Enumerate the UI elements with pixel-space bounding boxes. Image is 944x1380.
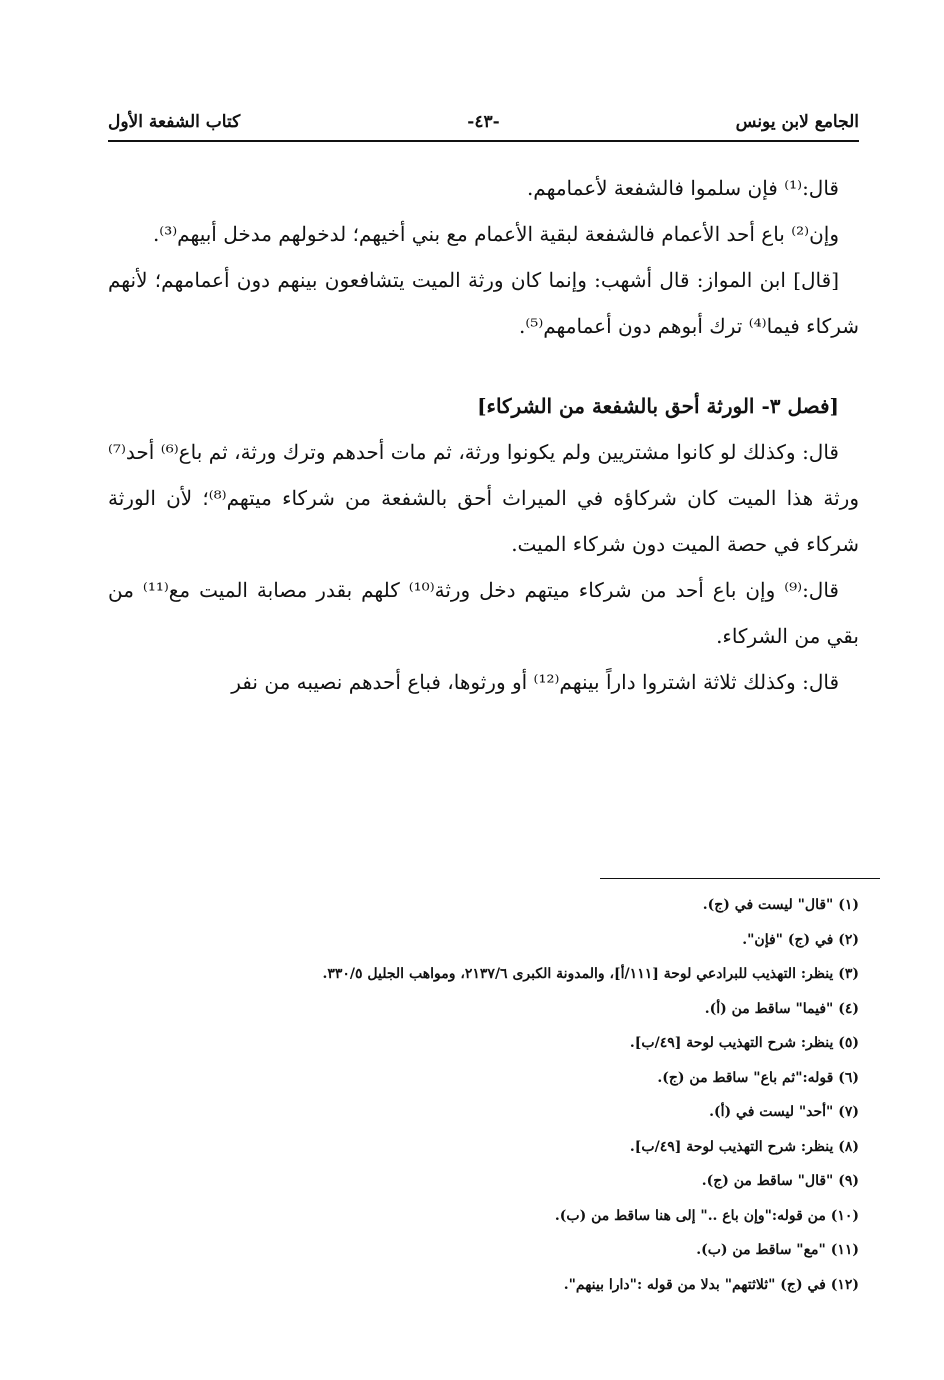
page-number: -٤٣- (467, 112, 500, 132)
footnote: (٥) ينظر: شرح التهذيب لوحة [٤٩/ب]. (629, 1035, 859, 1051)
footnote: (١١) "مع" ساقط من (ب). (696, 1242, 859, 1258)
footnote: (١) "قال" ليست في (ج). (702, 897, 859, 913)
footnote: (٣) ينظر: التهذيب للبرادعي لوحة [١١١/أ]، والمدونة الكبرى ٢١٣٧/٦، ومواهب الجليل ٣٣٠/٥. (322, 966, 859, 982)
footnote: (٦) قوله:"ثم باع" ساقط من (ج). (657, 1069, 859, 1086)
header-chapter-title: كتاب الشفعة الأول (108, 112, 241, 132)
paragraph: قال: وكذلك ثلاثة اشتروا داراً بينهم⁽¹²⁾ أو ورثوها، فباع أحدهم نصيبه من نفر (231, 670, 839, 694)
running-header (108, 112, 859, 142)
paragraph: [قال] ابن المواز: قال أشهب: وإنما كان ورثة الميت يتشافعون بينهم دون أعمامهم؛ لأنهم شركاء فيما⁽⁴⁾ ترك أبوهم دون أعمامهم⁽⁵⁾. (108, 268, 859, 338)
footnote: (١٢) في (ج) "ثلاثتهم" بدلا من قوله :"دارا بينهم". (563, 1276, 859, 1293)
footnote: (٤) "فيما" ساقط من (أ). (704, 1000, 859, 1017)
paragraph: قال: وكذلك لو كانوا مشتريين ولم يكونوا ورثة، ثم مات أحدهم وترك ورثة، ثم باع⁽⁶⁾ أحد⁽⁷⁾ ورثة هذا الميت كان شركاؤه في الميراث أحق بالشفعة من شركاء ميتهم⁽⁸⁾؛ لأن الورثة شركاء في حصة الميت دون شركاء الميت. (108, 440, 859, 556)
paragraph: قال:⁽⁹⁾ وإن باع أحد من شركاء ميتهم دخل ورثة⁽¹⁰⁾ كلهم بقدر مصابة الميت مع⁽¹¹⁾ من بقي من الشركاء. (108, 578, 859, 648)
paragraph: قال:⁽¹⁾ فإن سلموا فالشفعة لأعمامهم. (526, 176, 839, 200)
footnote: (٩) "قال" ساقط من (ج). (701, 1173, 859, 1189)
header-rule (108, 140, 859, 142)
main-text (108, 165, 859, 705)
footnote: (٢) في (ج) "فإن". (742, 931, 859, 948)
footnote: (١٠) من قوله:"وإن باع .." إلى هنا ساقط من (ب). (554, 1207, 859, 1224)
section-heading: [فصل ٣- الورثة أحق بالشفعة من الشركاء] (477, 394, 839, 418)
footnote-rule (600, 878, 880, 879)
footnote: (٧) "أحد" ليست في (أ). (709, 1104, 859, 1120)
paragraph: وإن⁽²⁾ باع أحد الأعمام فالشفعة لبقية الأعمام مع بني أخيهم؛ لدخولهم مدخل أبيهم⁽³⁾. (152, 222, 839, 246)
header-book-title: الجامع لابن يونس (735, 112, 859, 132)
footnotes (150, 888, 859, 1302)
footnote: (٨) ينظر: شرح التهذيب لوحة [٤٩/ب]. (629, 1138, 859, 1155)
